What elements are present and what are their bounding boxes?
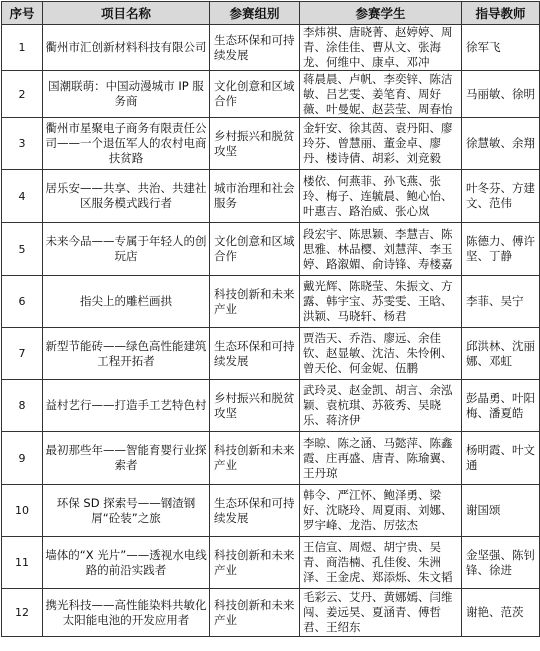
teacher-list: 谢艳、范茨 [462, 589, 540, 637]
table-row [2, 380, 540, 432]
student-list: 武玲灵、赵金凯、胡言、余泓颖、袁杭琪、苏筱秀、吴晓乐、蒋济伊 [300, 380, 462, 432]
group-name: 乡村振兴和脱贫攻坚 [210, 380, 300, 432]
project-name: 环保 SD 探索号——钢渣钢屑“砼装”之旅 [43, 485, 210, 537]
student-list: 李炜祺、唐晓菁、赵婷婷、周青、涂佳佳、曹从文、张海龙、何维中、康卓、邓冲 [300, 25, 462, 71]
teacher-list: 叶冬芬、方建文、范伟 [462, 170, 540, 223]
teacher-list: 谢国颂 [462, 485, 540, 537]
teacher-list: 彭晶勇、叶阳梅、潘夏皓 [462, 380, 540, 432]
project-name: 最初那些年——智能育婴行业探索者 [43, 432, 210, 485]
student-list: 李晾、陈之涵、马懿萍、陈鑫霞、庄再盛、唐青、陈瑜翼、王丹琼 [300, 432, 462, 485]
table-row [2, 276, 540, 328]
group-name: 科技创新和未来产业 [210, 432, 300, 485]
row-number: 4 [2, 170, 43, 223]
project-name: 新型节能砖——绿色高性能建筑工程开拓者 [43, 328, 210, 380]
group-name: 科技创新和未来产业 [210, 276, 300, 328]
student-list: 毛彩云、艾丹、黄娜嫣、闫维闯、姜远昊、夏涵青、傅哲君、王绍东 [300, 589, 462, 637]
header-students: 参赛学生 [300, 2, 462, 25]
row-number: 3 [2, 118, 43, 170]
header-row [2, 2, 540, 25]
teacher-list: 杨明霞、叶文通 [462, 432, 540, 485]
group-name: 生态环保和可持续发展 [210, 25, 300, 71]
project-name: 国潮联萌：中国动漫城市 IP 服务商 [43, 71, 210, 118]
group-name: 科技创新和未来产业 [210, 537, 300, 589]
header-teachers: 指导教师 [462, 2, 540, 25]
row-number: 10 [2, 485, 43, 537]
project-name: 指尖上的雕栏画拱 [43, 276, 210, 328]
table-row [2, 432, 540, 485]
teacher-list: 金坚强、陈钊锋、徐进 [462, 537, 540, 589]
table-row [2, 118, 540, 170]
project-name: 衢州市星聚电子商务有限责任公司——一个退伍军人的农村电商扶贫路 [43, 118, 210, 170]
row-number: 8 [2, 380, 43, 432]
table-row [2, 328, 540, 380]
project-name: 衢州市汇创新材料科技有限公司 [43, 25, 210, 71]
student-list: 段宏宇、陈思颖、李慧吉、陈思雅、林品樱、刘慧萍、李玉婷、路溆媚、俞诗锋、寿楼嘉 [300, 223, 462, 276]
student-list: 金轩安、徐其茵、袁丹阳、廖玲芬、曾慧丽、董金卓、廖丹、楼诗倩、胡彩、刘竞毅 [300, 118, 462, 170]
group-name: 生态环保和可持续发展 [210, 328, 300, 380]
student-list: 王信宣、周煜、胡宁贵、吴青、商浩楠、孔佳俊、朱洲泽、王金虎、郑添烁、朱文韬 [300, 537, 462, 589]
teacher-list: 邱洪林、沈丽娜、邓虹 [462, 328, 540, 380]
student-list: 楼依、何燕菲、孙飞燕、张玲、梅子、连毓晨、鲍心怡、叶惠吉、路治威、张心岚 [300, 170, 462, 223]
table-row [2, 537, 540, 589]
group-name: 城市治理和社会服务 [210, 170, 300, 223]
student-list: 贾浩天、乔浩、廖远、余佳钦、赵显敏、沈洁、朱怜俐、曾天伦、何金妮、伍鹏 [300, 328, 462, 380]
header-group: 参赛组别 [210, 2, 300, 25]
student-list: 蒋晨晨、卢帆、李奕锌、陈洁敏、吕艺雯、姜笔育、周好薇、叶曼妮、赵芸莹、周春怡 [300, 71, 462, 118]
row-number: 12 [2, 589, 43, 637]
group-name: 生态环保和可持续发展 [210, 485, 300, 537]
table-row [2, 170, 540, 223]
teacher-list: 马丽敏、徐明 [462, 71, 540, 118]
teacher-list: 徐军飞 [462, 25, 540, 71]
group-name: 文化创意和区域合作 [210, 71, 300, 118]
table-row [2, 25, 540, 71]
project-name: 居乐安——共享、共治、共建社区服务模式践行者 [43, 170, 210, 223]
row-number: 9 [2, 432, 43, 485]
teacher-list: 李菲、吴宁 [462, 276, 540, 328]
row-number: 6 [2, 276, 43, 328]
teacher-list: 徐慧敏、余翔 [462, 118, 540, 170]
award-table [1, 1, 540, 637]
teacher-list: 陈德力、傅许坚、丁静 [462, 223, 540, 276]
project-name: 未来今品——专属于年轻人的创玩店 [43, 223, 210, 276]
header-no: 序号 [2, 2, 43, 25]
table-row [2, 485, 540, 537]
group-name: 乡村振兴和脱贫攻坚 [210, 118, 300, 170]
table-row [2, 223, 540, 276]
row-number: 11 [2, 537, 43, 589]
row-number: 2 [2, 71, 43, 118]
group-name: 科技创新和未来产业 [210, 589, 300, 637]
project-name: 益村艺行——打造手工艺特色村 [43, 380, 210, 432]
project-name: 携光科技——高性能染料共敏化太阳能电池的开发应用者 [43, 589, 210, 637]
table-row [2, 71, 540, 118]
student-list: 韩令、严江怀、鲍泽勇、梁好、沈晓玲、周夏雨、刘娜、罗宇峰、龙浩、厉弦杰 [300, 485, 462, 537]
header-project-name: 项目名称 [43, 2, 210, 25]
row-number: 1 [2, 25, 43, 71]
table-row [2, 589, 540, 637]
student-list: 戴光辉、陈晓莹、朱振文、方露、韩宇宝、苏雯雯、王晗、洪颖、马晓轩、杨君 [300, 276, 462, 328]
row-number: 7 [2, 328, 43, 380]
project-name: 墙体的“X 光片”——透视水电线路的前沿实践者 [43, 537, 210, 589]
row-number: 5 [2, 223, 43, 276]
group-name: 文化创意和区域合作 [210, 223, 300, 276]
